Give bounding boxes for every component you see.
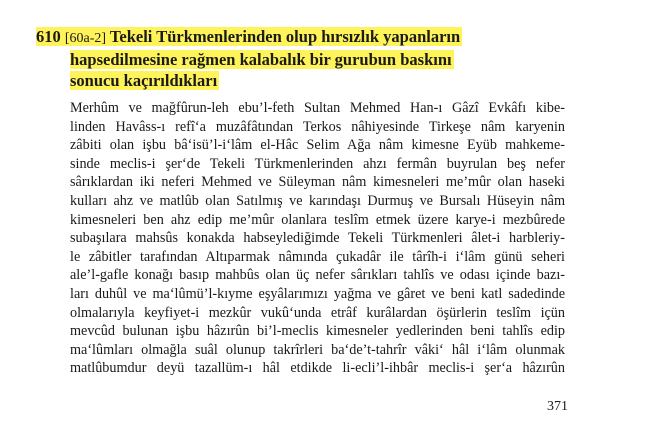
heading-text-3: sonucu kaçırıldıkları — [70, 71, 218, 90]
entry-number: 610 — [36, 27, 61, 46]
body-line: ları duhûl ve ma‘lûmü’l-kıyme eşyâlarımızı yağma ve gâret ve beni katl sadedinde — [70, 285, 565, 302]
body-line: sârıklardan iki neferi Mehmed ve Süleyman nâm kimesneleri me’mûr olan haseki — [70, 174, 565, 191]
body-line: kulları ahz ve matlûb olan Satılmış ve karındaşı Durmuş ve Bursalı Hüseyin nâm — [70, 192, 565, 209]
body-line: zâbiti olan işbu bâ‘isü’l-i‘lâm el-Hâc Selim Ağa nâm kimesne Eyüb mahkeme- — [70, 137, 565, 154]
heading-text-1-highlighted-word: hırsız — [321, 27, 361, 46]
body-line: Merhûm ve mağfûrun-leh ebu’l-feth Sultan Mehmed Han-ı Gâzî Evkâfı kibe- — [70, 100, 565, 116]
entry-heading — [36, 26, 636, 91]
heading-text-1b: lık yapanların — [360, 27, 461, 46]
body-line: kimesneleri ben ahz edip me’mûr olanlara teslîm etmek üzere karye-i mezbûrede — [70, 211, 565, 228]
body-line: mevcûd bulunan işbu hâzırûn bi’l-meclis kimesneler yedlerinden beni tahlîs edip — [70, 323, 565, 340]
heading-line-1 — [36, 26, 636, 49]
folio-reference: [60a-2] — [64, 31, 107, 46]
page-number: 371 — [547, 399, 568, 414]
document-body — [70, 99, 565, 378]
body-line: le zâbitler tarafından Altıparmak nâmında çukadâr ile târîh-i i‘lâm günü seheri — [70, 248, 565, 265]
body-line: matlûbumdur deyü tazallüm-ı hâl etdikde li-ecli’l-ihbâr meclis-i şer‘a hâzırûn — [70, 360, 565, 377]
body-line: ale’l-gafle konağı basıp mahbûs olan üç nefer sârıkları tahlîs ve odası içinde bazı- — [70, 267, 565, 284]
body-line: subaşılara mahsûs konakda habseylediğimde Tekeli Türkmenleri âlet-i harbleriy- — [70, 230, 565, 247]
heading-text-2: hapsedilmesine rağmen kalabalık bir gurubun baskını — [70, 50, 452, 69]
body-line: linden Havâss-ı refî‘a muzâfâtından Terkos nâhiyesinde Tirkeşe nâm karyenin — [70, 118, 565, 135]
heading-line-3 — [36, 70, 636, 91]
heading-text-1a: Tekeli Türkmenlerinden olup — [109, 27, 322, 46]
body-line: sinde meclis-i şer‘de Tekeli Türkmenlerinden ahzı fermân buyrulan beş nefer — [70, 155, 565, 172]
body-line: ma‘lûmları olmağla suâl olunup takrîrleri ba‘de’t-tahrîr vâki‘ hâl i‘lâm olunmak — [70, 341, 565, 358]
body-line: olmalarıyla keyfiyet-i mezkûr vukû‘unda etrâf kurâlardan öşürlerin teslîm içün — [70, 304, 565, 321]
heading-line-2 — [36, 49, 636, 70]
